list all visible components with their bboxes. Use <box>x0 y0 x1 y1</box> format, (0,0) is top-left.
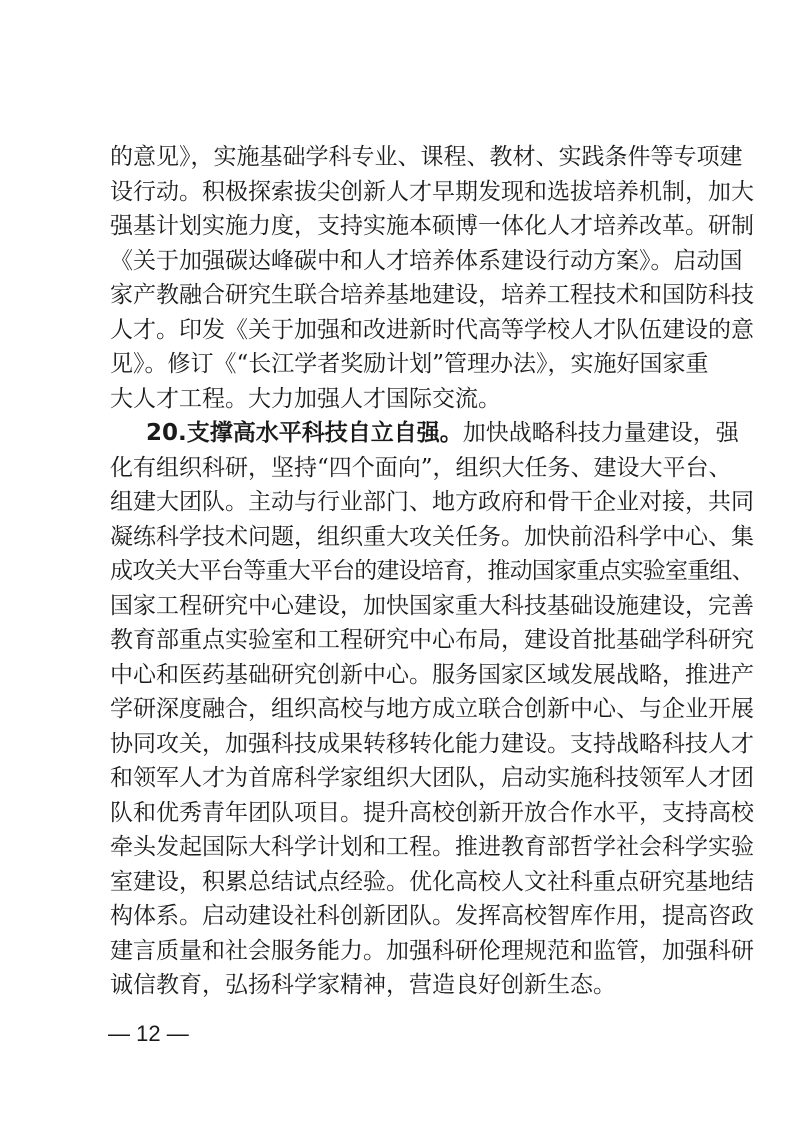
page-number: — 12 — <box>108 1021 189 1046</box>
section-20-first-line <box>110 416 739 451</box>
text-line: 国家工程研究中心建设，加快国家重大科技基础设施建设，完善 <box>110 592 754 619</box>
text-line: 中心和医药基础研究创新中心。服务国家区域发展战略，推进产 <box>110 661 754 688</box>
text-line: 队和优秀青年团队项目。提升高校创新开放合作水平，支持高校 <box>110 799 754 826</box>
text-line: 人才。印发《关于加强和改进新时代高等学校人才队伍建设的意 <box>110 316 754 343</box>
text-line: 强基计划实施力度，支持实施本硕博一体化人才培养改革。研制 <box>110 213 754 239</box>
text-line: 学研深度融合，组织高校与地方成立联合创新中心、与企业开展 <box>110 696 754 722</box>
text-line: 建言质量和社会服务能力。加强科研伦理规范和监管，加强科研 <box>110 937 754 964</box>
text-line: 凝练科学技术问题，组织重大攻关任务。加快前沿科学中心、集 <box>110 523 754 550</box>
text-line: 协同攻关，加强科技成果转移转化能力建设。支持战略科技人才 <box>110 730 754 757</box>
text-line: 成攻关大平台等重大平台的建设培育，推动国家重点实验室重组、 <box>110 558 754 584</box>
text-line: 构体系。启动建设社科创新团队。发挥高校智库作用，提高咨政 <box>110 903 754 929</box>
text-line: 家产教融合研究生联合培养基地建设，培养工程技术和国防科技 <box>110 282 754 308</box>
text-line: 诚信教育，弘扬科学家精神，营造良好创新生态。 <box>110 972 616 998</box>
body-text <box>110 140 754 1003</box>
text-line: 牵头发起国际大科学计划和工程。推进教育部哲学社会科学实验 <box>110 834 754 860</box>
text-line: 大人才工程。大力加强人才国际交流。 <box>110 385 501 412</box>
text-line: 见》。修订《“长江学者奖励计划”管理办法》，实施好国家重 <box>110 351 709 377</box>
text-line: 的意见》，实施基础学科专业、课程、教材、实践条件等专项建 <box>110 144 743 170</box>
section-first-line-text: 加快战略科技力量建设，强 <box>462 420 739 446</box>
text-line: 设行动。积极探索拔尖创新人才早期发现和选拔培养机制，加大 <box>110 178 754 205</box>
text-line: 组建大团队。主动与行业部门、地方政府和骨干企业对接，共同 <box>110 489 754 515</box>
text-line: 《关于加强碳达峰碳中和人才培养体系建设行动方案》。启动国 <box>110 247 743 274</box>
text-line: 化有组织科研，坚持“四个面向”，组织大任务、建设大平台、 <box>110 454 732 481</box>
text-line: 教育部重点实验室和工程研究中心布局，建设首批基础学科研究 <box>110 627 754 653</box>
text-line: 室建设，积累总结试点经验。优化高校人文社科重点研究基地结 <box>110 868 754 895</box>
section-heading: 20.支撑高水平科技自立自强。 <box>146 420 463 446</box>
text-line: 和领军人才为首席科学家组织大团队，启动实施科技领军人才团 <box>110 765 754 791</box>
